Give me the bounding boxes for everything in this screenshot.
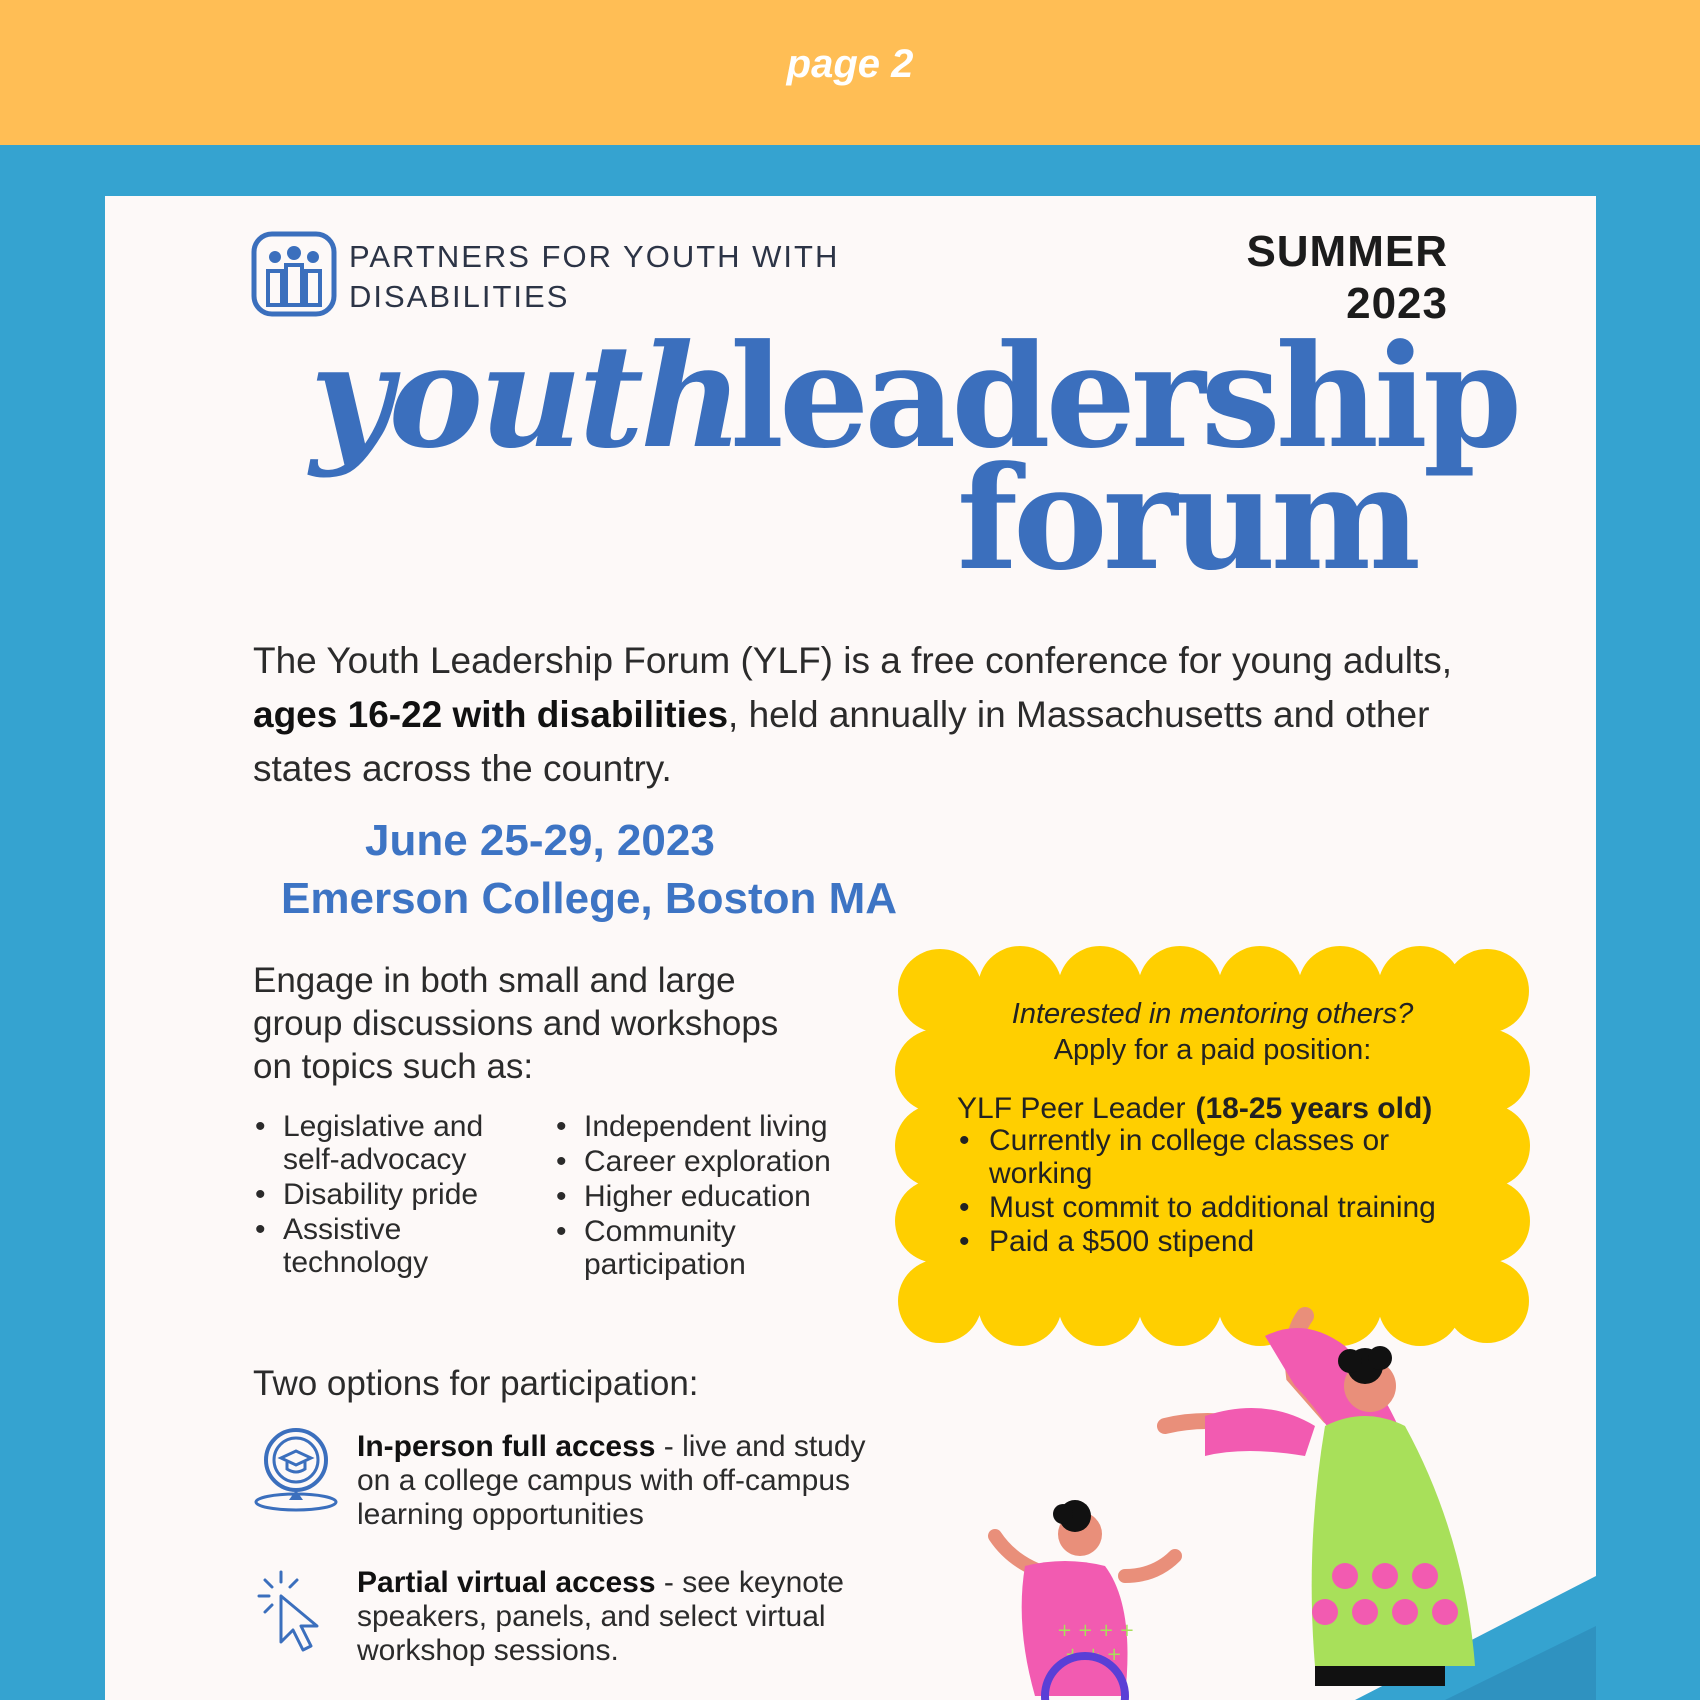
topics-list-left bbox=[251, 1110, 541, 1281]
mentor-age: (18-25 years old) bbox=[1195, 1092, 1433, 1125]
org-name bbox=[349, 237, 869, 317]
intro-bold: ages 16-22 with disabilities bbox=[253, 694, 729, 735]
mentor-question: Interested in mentoring others? bbox=[1011, 998, 1414, 1030]
mentor-apply: Apply for a paid position: bbox=[1053, 1034, 1372, 1066]
season-line1: SUMMER bbox=[1246, 227, 1448, 276]
intro-part1: The Youth Leadership Forum (YLF) is a free conference for young adults, bbox=[253, 640, 1453, 681]
svg-text:+ + +: + + + bbox=[1065, 1644, 1122, 1665]
dancing-people-illustration bbox=[965, 1276, 1596, 1700]
title-youth: youth bbox=[310, 314, 740, 480]
list-item: • Higher education bbox=[552, 1180, 882, 1213]
cursor-click-icon bbox=[253, 1566, 343, 1656]
mentor-role bbox=[957, 1092, 1432, 1126]
option-in-person-title: In-person full access bbox=[357, 1430, 656, 1463]
title-leadership: leadership bbox=[730, 314, 1518, 480]
mentor-role-name: YLF Peer Leader bbox=[957, 1092, 1186, 1125]
list-item: • Career exploration bbox=[552, 1145, 882, 1178]
list-item: • Paid a $500 stipend bbox=[957, 1225, 1477, 1258]
list-item: • Assistive technology bbox=[251, 1213, 541, 1279]
option-virtual-title: Partial virtual access bbox=[357, 1566, 656, 1599]
option-in-person-text: - live and study on a college campus with off-campus learning opportunities bbox=[357, 1430, 866, 1531]
svg-text:+ + + +: + + + + bbox=[1057, 1620, 1135, 1641]
intro-paragraph bbox=[253, 634, 1473, 796]
intro-part2: , held annually in Massachusetts and other states across the country. bbox=[253, 694, 1430, 789]
event-place: Emerson College, Boston MA bbox=[281, 874, 898, 923]
list-item: • Must commit to additional training bbox=[957, 1191, 1477, 1224]
event-date: June 25-29, 2023 bbox=[365, 816, 715, 865]
list-item: • Currently in college classes or working bbox=[957, 1124, 1477, 1190]
option-in-person bbox=[357, 1430, 877, 1532]
flyer bbox=[105, 196, 1596, 1700]
list-item: • Disability pride bbox=[251, 1178, 541, 1211]
engage-text: Engage in both small and large group discussions and workshops on topics such as: bbox=[253, 961, 779, 1086]
list-item: • Legislative and self-advocacy bbox=[251, 1110, 541, 1176]
option-virtual bbox=[357, 1566, 877, 1668]
title-forum: forum bbox=[956, 436, 1416, 602]
org-name-line2: DISABILITIES bbox=[349, 279, 570, 314]
org-logo bbox=[251, 231, 871, 321]
people-logo-icon bbox=[251, 231, 337, 317]
topics-list-right bbox=[552, 1110, 882, 1283]
org-name-line1: PARTNERS FOR YOUTH WITH bbox=[349, 239, 840, 274]
mentor-requirements bbox=[957, 1124, 1477, 1259]
options-heading: Two options for participation: bbox=[253, 1364, 699, 1403]
graduation-cap-location-icon bbox=[251, 1424, 341, 1514]
page-label: page 2 bbox=[786, 42, 914, 86]
list-item: • Community participation bbox=[552, 1215, 882, 1281]
list-item: • Independent living bbox=[552, 1110, 882, 1143]
option-virtual-text: - see keynote speakers, panels, and select virtual workshop sessions. bbox=[357, 1566, 844, 1667]
season-line2: 2023 bbox=[1346, 279, 1448, 328]
